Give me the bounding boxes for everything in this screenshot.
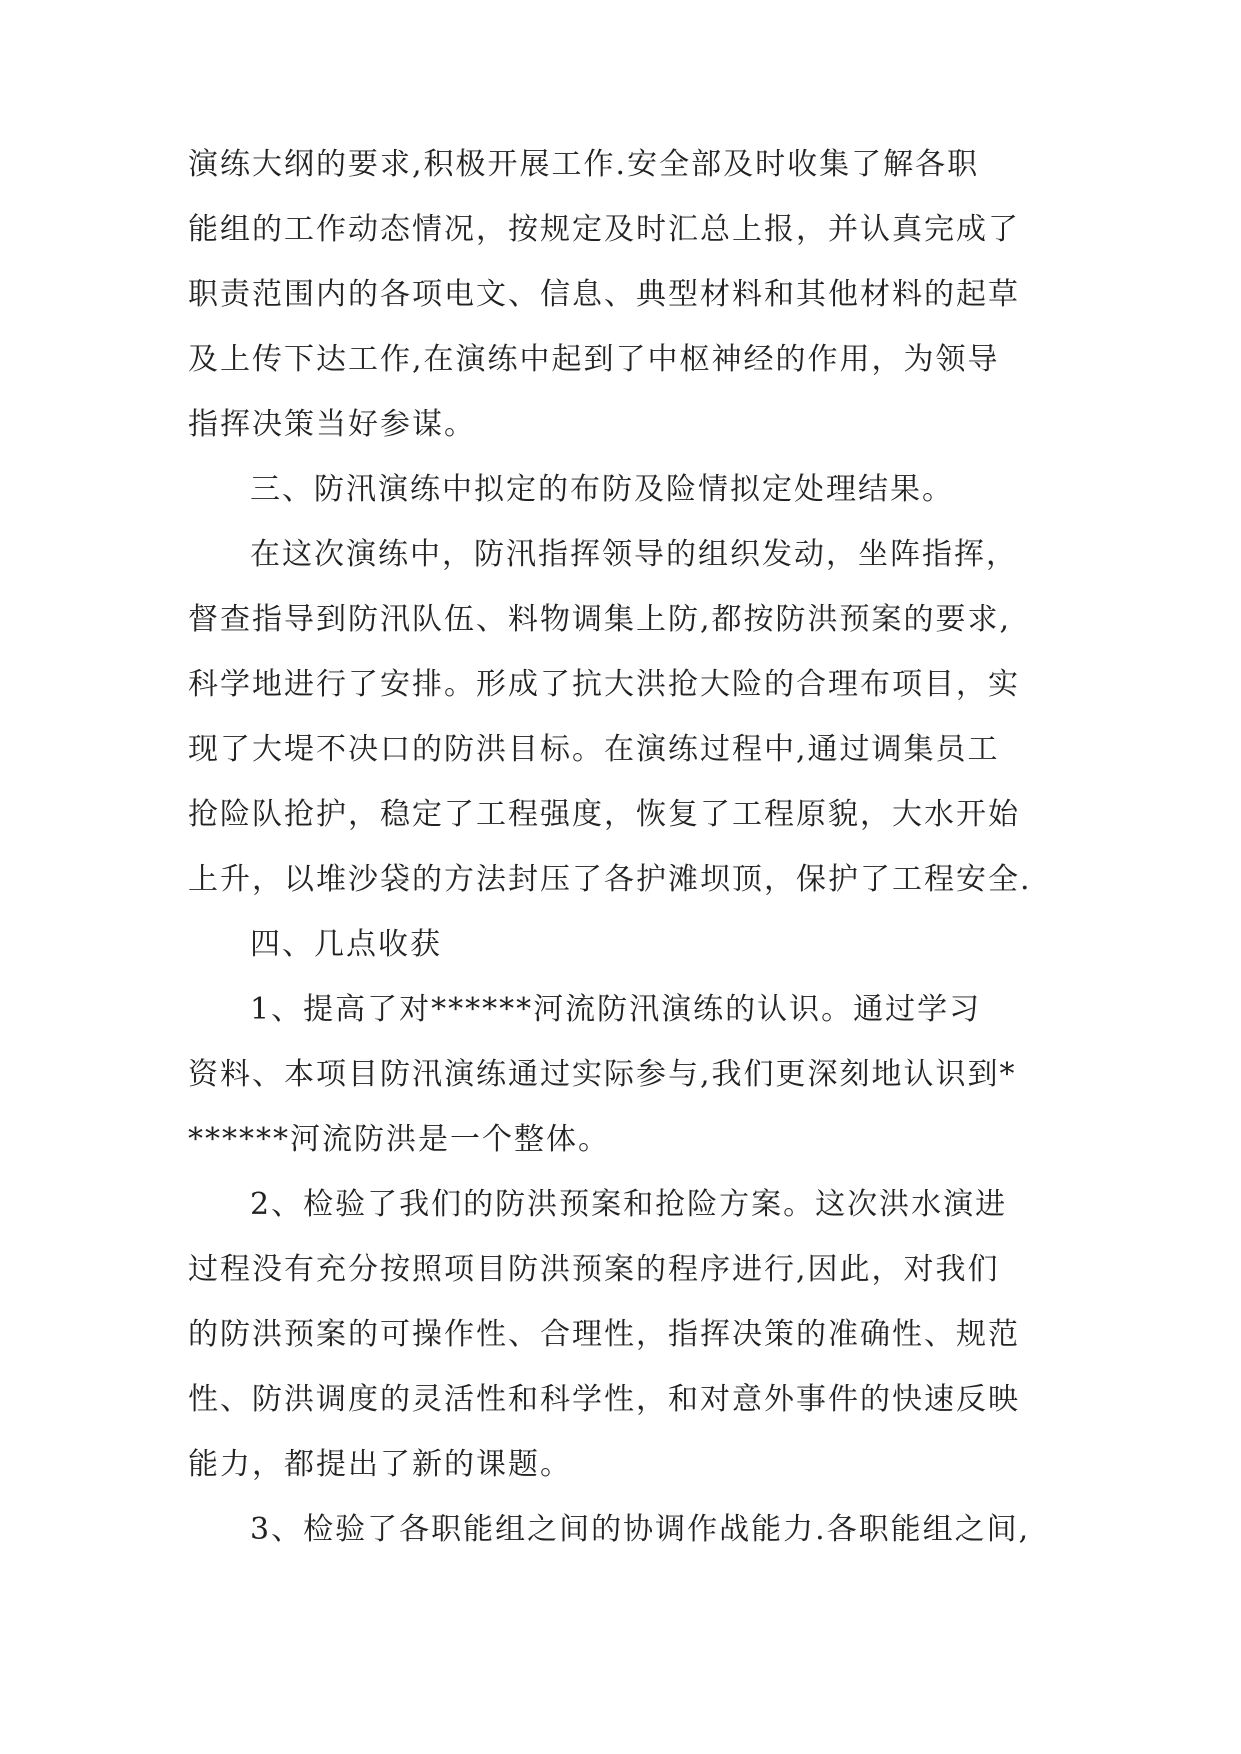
text-line: 能力，都提出了新的课题。 [188,1447,572,1482]
text-line: 1、提高了对******河流防汛演练的认识。通过学习 [250,992,982,1027]
text-line: 在这次演练中，防汛指挥领导的组织发动，坐阵指挥， [250,537,1018,572]
text-line: 现了大堤不决口的防洪目标。在演练过程中,通过调集员工 [188,732,1000,767]
text-line: 过程没有充分按照项目防洪预案的程序进行,因此，对我们 [188,1252,1000,1287]
text-line: 抢险队抢护，稳定了工程强度，恢复了工程原貌，大水开始 [188,797,1020,832]
text-line: 能组的工作动态情况，按规定及时汇总上报，并认真完成了 [188,212,1020,247]
text-line: 的防洪预案的可操作性、合理性，指挥决策的准确性、规范 [188,1317,1020,1352]
text-line: 科学地进行了安排。形成了抗大洪抢大险的合理布项目，实 [188,667,1020,702]
text-line: 职责范围内的各项电文、信息、典型材料和其他材料的起草 [188,277,1020,312]
section-heading: 三、防汛演练中拟定的布防及险情拟定处理结果。 [250,472,954,507]
text-line: 及上传下达工作,在演练中起到了中枢神经的作用，为领导 [188,342,1000,377]
text-line: 指挥决策当好参谋。 [188,407,476,442]
text-line: 2、检验了我们的防洪预案和抢险方案。这次洪水演进 [250,1187,1008,1222]
text-line: 上升，以堆沙袋的方法封压了各护滩坝顶，保护了工程安全. [188,862,1032,897]
text-line: 性、防洪调度的灵活性和科学性，和对意外事件的快速反映 [188,1382,1020,1417]
text-line: 资料、本项目防汛演练通过实际参与,我们更深刻地认识到* [188,1057,1017,1092]
text-line: 3、检验了各职能组之间的协调作战能力.各职能组之间, [250,1512,1031,1547]
text-line: ******河流防洪是一个整体。 [188,1122,610,1157]
text-line: 演练大纲的要求,积极开展工作.安全部及时收集了解各职 [188,147,980,182]
text-line: 督查指导到防汛队伍、料物调集上防,都按防洪预案的要求, [188,602,1012,637]
section-heading: 四、几点收获 [250,927,442,962]
